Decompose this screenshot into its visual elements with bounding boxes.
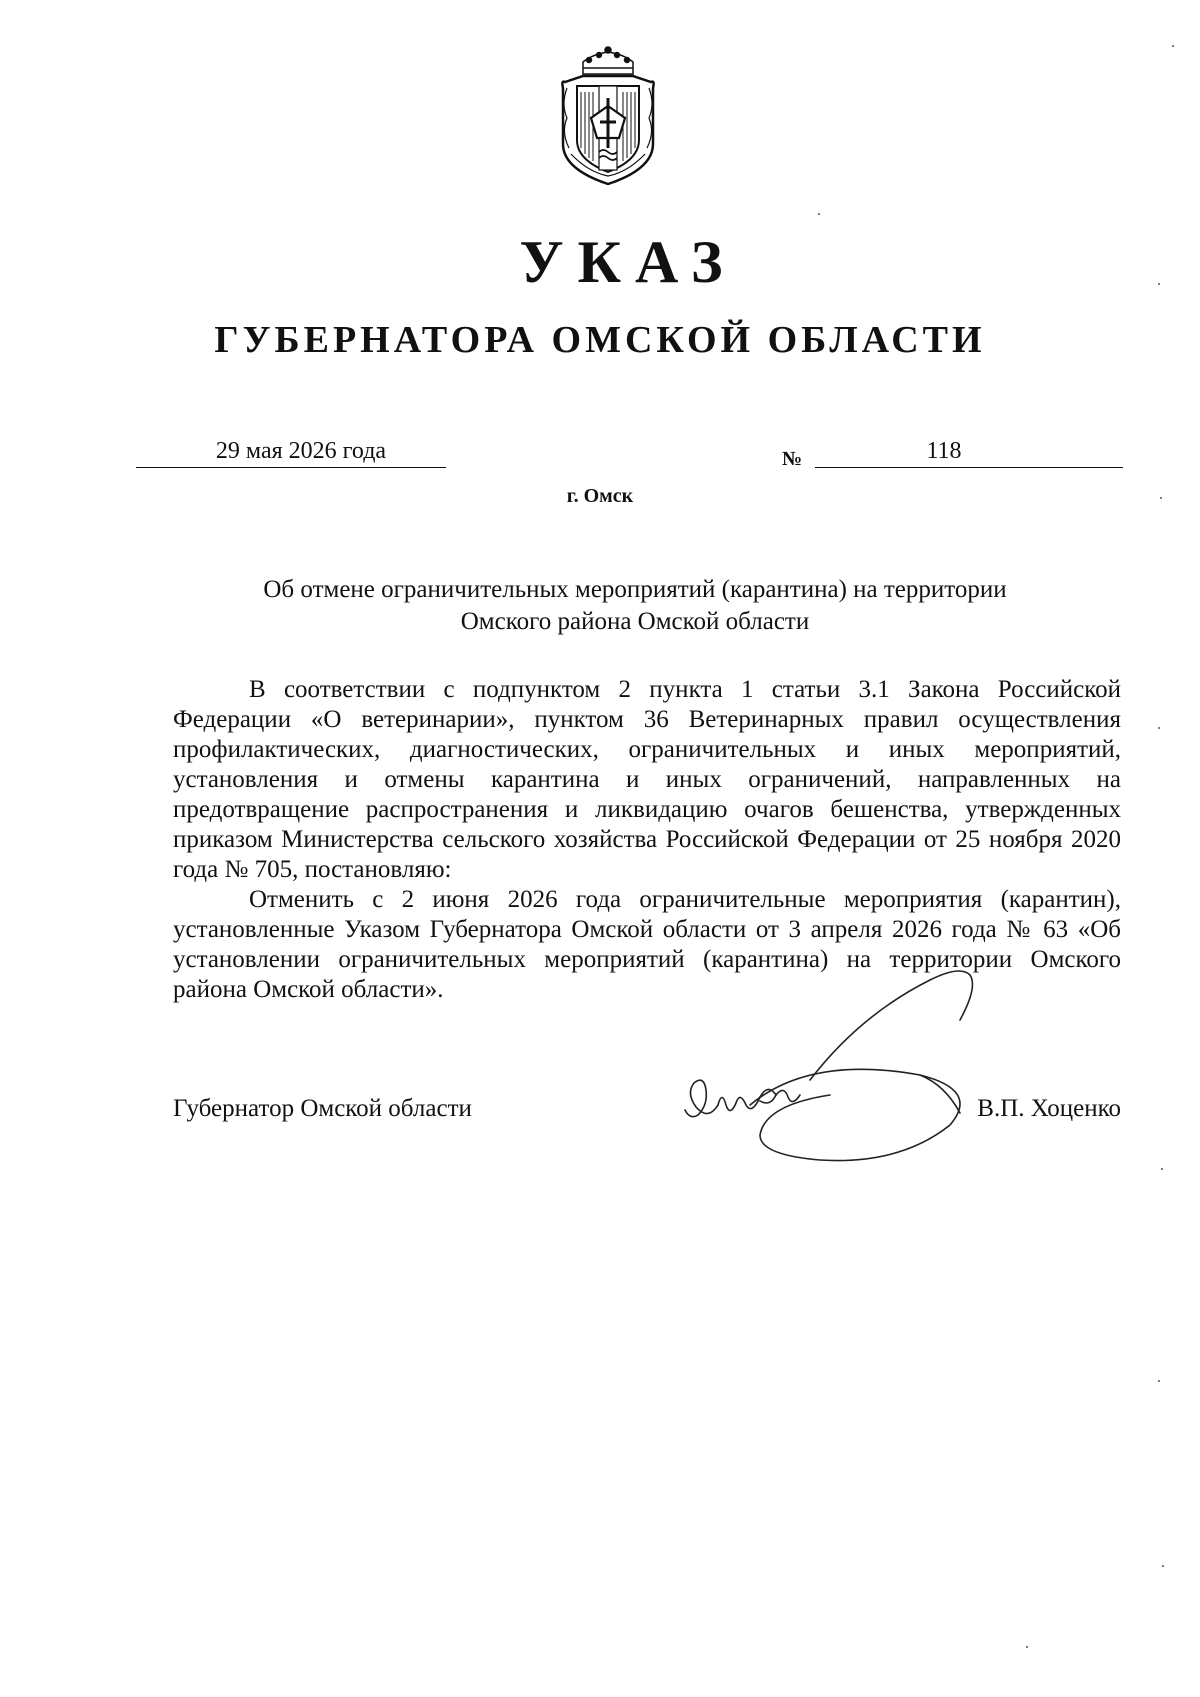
signer-title: Губернатор Омской области <box>173 1095 472 1122</box>
body-paragraph-1: В соответствии с подпунктом 2 пункта 1 статьи 3.1 Закона Российской Федерации «О ветеринарии», пунктом 36 Ветеринарных правил осуществления профилактических, диагностических, ограничительных и иных мероприятий, установления и отмены карантина и иных ограничений, направленных на предотвращение распространения и ликвидацию очагов бешенства, утвержденных приказом Министерства сельского хозяйства Российской Федерации от 25 ноября 2020 года № 705, постановляю: <box>173 676 1121 883</box>
decree-subject <box>170 574 1100 638</box>
number-sign: № <box>782 448 803 470</box>
scan-speck <box>1162 1565 1164 1567</box>
scan-speck <box>1158 1380 1160 1382</box>
decree-date-field <box>136 435 446 468</box>
body-paragraph-2: Отменить с 2 июня 2026 года ограничительные мероприятия (карантин), установленные Указом Губернатора Омской области от 3 апреля 2026 года № 63 «Об установлении ограничительных мероприятий (карантина) на территории Омского района Омской области». <box>173 886 1121 1003</box>
decree-number: 118 <box>926 438 962 464</box>
scan-speck <box>1161 1168 1163 1170</box>
scan-speck <box>1172 45 1174 47</box>
scan-speck <box>818 213 820 215</box>
decree-date: 29 мая 2026 года <box>215 438 387 464</box>
subject-line-1: Об отмене ограничительных мероприятий (карантина) на территории <box>263 576 1007 603</box>
signer-name: В.П. Хоценко <box>977 1095 1121 1122</box>
handwritten-signature-icon <box>660 955 1070 1170</box>
city-name: г. Омск <box>566 485 634 507</box>
scan-speck <box>1158 727 1160 729</box>
scan-speck <box>1026 1646 1028 1648</box>
subject-line-2: Омского района Омской области <box>460 608 810 635</box>
scan-speck <box>1158 283 1160 285</box>
scan-speck <box>1160 497 1162 499</box>
decree-issuer: ГУБЕРНАТОРА ОМСКОЙ ОБЛАСТИ <box>214 319 986 361</box>
decree-number-field <box>815 435 1123 468</box>
decree-title: УКАЗ <box>519 229 737 295</box>
coat-of-arms-icon <box>553 44 663 189</box>
